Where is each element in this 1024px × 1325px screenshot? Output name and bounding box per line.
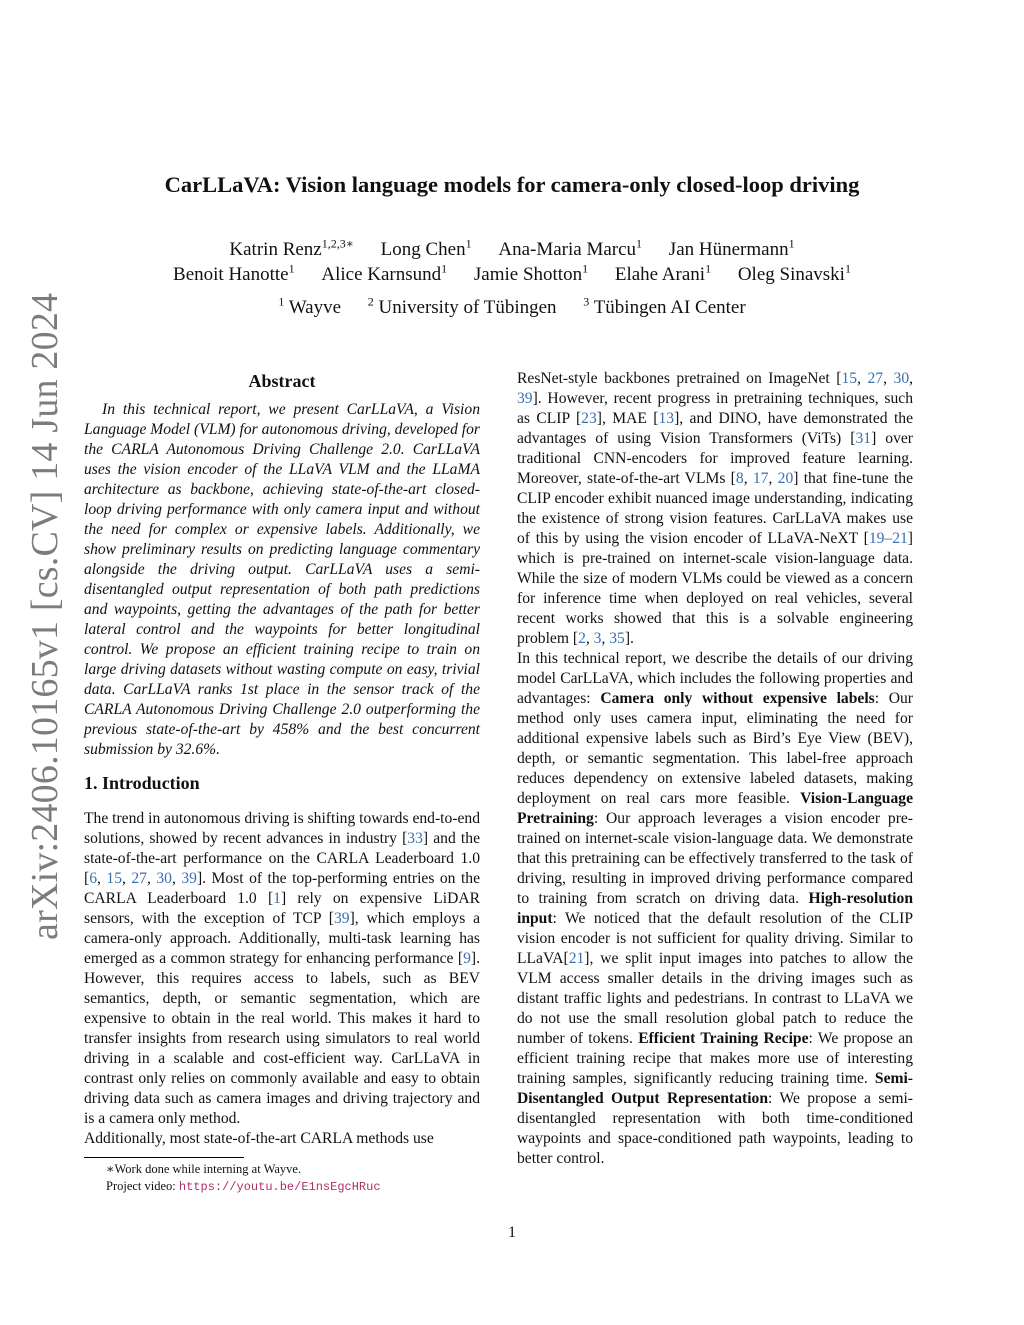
author: Elahe Arani$^1$ — [614, 261, 712, 285]
affiliations — [0, 294, 1024, 319]
affiliation: $^1$ Wayve — [278, 294, 342, 318]
intro-paragraph-2: Additionally, most state-of-the-art CARLA methods use — [84, 1130, 434, 1147]
right-paragraph-1: ResNet-style backbones pretrained on ImageNet [15, 27, 30, 39]. However, recent progress in pretraining techniques, such as CLIP [23], MAE [13], and DINO, have demonstrated the advantages of using Vision Transformers (ViTs) [31] over traditional CNN-encoders for improved feature learning. Moreover, state-of-the-art VLMs [8, 17, 20] that fine-tune the CLIP encoder exhibit nuanced image understanding, indicating the existence of strong vision features. CarLLaVA makes use of this by using the vision encoder of LLaVA-NeXT [19–21] which is pre-trained on internet-scale vision-language data. While the size of modern VLMs could be viewed as a concern for inference time when deployed on real vehicles, several recent works showed that this is a solvable engineering problem [2, 3, 35]. — [517, 370, 914, 647]
citation-link[interactable]: 9 — [463, 950, 471, 967]
citation-link[interactable]: 20 — [777, 470, 794, 487]
citation-link[interactable]: 19–21 — [868, 530, 908, 547]
citation-link[interactable]: 27 — [867, 370, 884, 387]
citation-link[interactable]: 27 — [131, 870, 147, 887]
affiliation: $^2$ University of Tübingen — [367, 294, 557, 318]
citation-link[interactable]: 30 — [156, 870, 172, 887]
section-heading: 1. Introduction — [84, 773, 200, 793]
author: Benoit Hanotte$^1$ — [173, 261, 295, 285]
abstract-heading: Abstract — [248, 371, 316, 391]
citation-link[interactable]: 21 — [568, 950, 585, 967]
footnote-rule — [84, 1157, 244, 1158]
author: Oleg Sinavski$^1$ — [737, 261, 851, 285]
abstract-text: In this technical report, we present CarLLaVA, a Vision Language Model (VLM) for autonomous driving, developed for the CARLA Autonomous Driving Challenge 2.0. CarLLaVA uses the vision encoder of the LLaVA VLM and the LLaMA architecture as backbone, achieving state-of-the-art closed-loop driving performance with only camera input and without the need for complex or expensive labels. Additionally, we show preliminary results on predicting language commentary alongside the driving output. CarLLaVA uses a semi-disentangled output representation of both path predictions and waypoints, getting the advantages of the path for better lateral control and the waypoints for better longitudinal control. We propose an efficient training recipe to train on large driving datasets without wasting compute on easy, trivial data. CarLLaVA ranks 1st place in the sensor track of the CARLA Autonomous Driving Challenge 2.0 outperforming the previous state-of-the-art by 458% and the best concurrent submission by 32.6%. — [84, 401, 480, 758]
author: Katrin Renz$^{1,2,3∗}$ — [229, 236, 354, 260]
arxiv-side-label: arXiv:2406.10165v1 [cs.CV] 14 Jun 2024 — [24, 292, 66, 940]
authors-line-1 — [0, 236, 1024, 261]
citation-link[interactable]: 1 — [273, 890, 281, 907]
author: Jamie Shotton$^1$ — [473, 261, 589, 285]
citation-link[interactable]: 3 — [593, 630, 602, 647]
citation-link[interactable]: 35 — [609, 630, 625, 647]
project-video-link[interactable]: https://youtu.be/E1nsEgcHRuc — [178, 1180, 381, 1194]
citation-link[interactable]: 39 — [517, 390, 533, 407]
authors-line-2 — [0, 261, 1024, 286]
citation-link[interactable]: 23 — [581, 410, 597, 427]
author: Ana-Maria Marcu$^1$ — [498, 236, 643, 260]
citation-link[interactable]: 30 — [893, 370, 910, 387]
author: Jan Hünermann$^1$ — [668, 236, 795, 260]
citation-link[interactable]: 6 — [89, 870, 97, 887]
author: Long Chen$^1$ — [380, 236, 472, 260]
page-number: 1 — [508, 1224, 516, 1241]
citation-link[interactable]: 15 — [106, 870, 122, 887]
citation-link[interactable]: 2 — [578, 630, 586, 647]
citation-link[interactable]: 39 — [334, 910, 350, 927]
right-paragraph-2: In this technical report, we describe the details of our driving model CarLLaVA, which includes the following properties and advantages: Camera only without expensive labels: Our method only uses camera input, eliminating the need for additional expensive labels such as Bird’s Eye View (BEV), depth, or semantic segmentation. This label-free approach reduces dependency on extensive labeled datasets, making deployment on real cars more feasible. Vision-Language Pretraining: Our approach leverages a vision encoder pre-trained on internet-scale vision-language data. We demonstrate that this pretraining can be effectively transferred to the task of driving, resulting in improved driving performance compared to training from scratch on driving data. High-resolution input: We noticed that the default resolution of the CLIP vision encoder is not sufficient for quality driving. Similar to LLaVA[21], we split input images into patches to allow the VLM access smaller details in the driving images such as distant traffic lights and pedestrians. In contrast to LLaVA we do not use the small resolution global patch to reduce the number of tokens. Efficient Training Recipe: We propose an efficient training recipe that makes more use of interesting training samples, significantly reducing training time. Semi-Disentangled Output Representation: We propose a semi-disentangled representation with both time-conditioned waypoints and space-conditioned path waypoints, leading to better control. — [517, 650, 913, 1167]
citation-link[interactable]: 13 — [658, 410, 675, 427]
affiliation: $^3$ Tübingen AI Center — [583, 294, 746, 318]
footnote-1: ∗Work done while interning at Wayve. — [106, 1162, 302, 1176]
intro-paragraph-1: The trend in autonomous driving is shifting towards end-to-end solutions, showed by recent advances in industry [33] and the state-of-the-art performance on the CARLA Leaderboard 1.0 [6, 15, 27, 30, 39]. Most of the top-performing entries on the CARLA Leaderboard 1.0 [1] rely on expensive LiDAR sensors, with the exception of TCP [39], which employs a camera-only approach. Additionally, multi-task learning has emerged as a common strategy for enhancing performance [9]. However, this requires access to labels, such as BEV semantics, depth, or semantic segmentation, which are expensive to obtain in the real world. This makes it hard to transfer insights from research using simulators to real world driving in a scalable and cost-efficient way. CarLLaVA in contrast only relies on commonly available and easy to obtain driving data such as camera images and driving trajectory and is a camera only method. — [84, 810, 481, 1127]
footnote-2: Project video: https://youtu.be/E1nsEgcHRuc — [106, 1179, 381, 1194]
right-column — [517, 369, 913, 1169]
citation-link[interactable]: 31 — [855, 430, 872, 447]
citation-link[interactable]: 17 — [752, 470, 769, 487]
paper-title: CarLLaVA: Vision language models for camera-only closed-loop driving — [164, 172, 860, 197]
citation-link[interactable]: 33 — [407, 830, 423, 847]
citation-link[interactable]: 8 — [735, 470, 744, 487]
citation-link[interactable]: 39 — [181, 870, 197, 887]
author: Alice Karnsund$^1$ — [321, 261, 448, 285]
citation-link[interactable]: 15 — [841, 370, 858, 387]
